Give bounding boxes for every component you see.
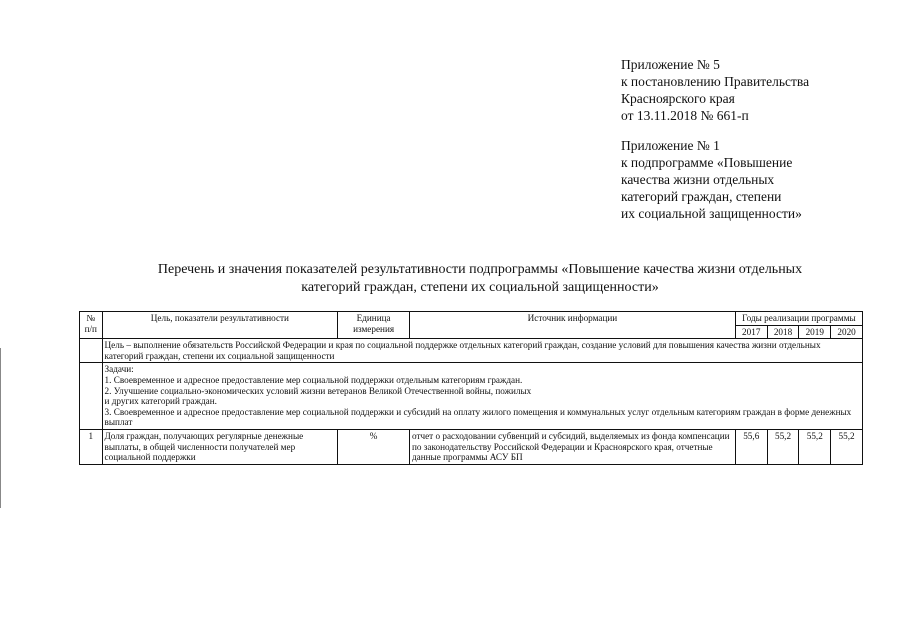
- appendix-line: от 13.11.2018 № 661-п: [621, 108, 749, 123]
- appendix-5-header: [621, 56, 809, 124]
- row-value-2018: 55,2: [767, 429, 799, 464]
- task-item: 3. Своевременное и адресное предоставление мер социальной поддержки и субсидий на оплату жилого помещения и коммунальных услуг отдельным категориям граждан в форме денежных выплат: [104, 406, 852, 428]
- table-header-row: [80, 312, 863, 326]
- appendix-line: качества жизни отдельных: [621, 172, 775, 187]
- tasks-label: Задачи:: [104, 364, 134, 375]
- header-year: 2018: [767, 325, 799, 339]
- appendix-line: к подпрограмме «Повышение: [621, 155, 793, 170]
- header-unit: Единица измерения: [338, 312, 410, 339]
- appendix-1-header: [621, 137, 802, 222]
- tasks-cell: [102, 363, 862, 430]
- appendix-line: категорий граждан, степени: [621, 189, 782, 204]
- appendix-line: Красноярского края: [621, 91, 735, 106]
- header-source: Источник информации: [409, 312, 735, 339]
- row-source: отчет о расходовании субвенций и субсидий, выделяемых из фонда компенсации по законодательству Российской Федерации и Красноярского края, отчетные данные программы АСУ БП: [409, 429, 735, 464]
- document-title-line-2: категорий граждан, степени их социальной защищенности»: [301, 279, 659, 295]
- page-edge-mark: [0, 348, 1, 508]
- header-year: 2020: [831, 325, 863, 339]
- goal-row-empty-cell: [80, 339, 103, 363]
- row-num: 1: [80, 429, 103, 464]
- table-row: [80, 429, 863, 464]
- task-item: и других категорий граждан.: [104, 396, 217, 407]
- row-value-2020: 55,2: [831, 429, 863, 464]
- task-item: 2. Улучшение социально-экономических условий жизни ветеранов Великой Отечественной войны, пожилых: [104, 385, 532, 396]
- appendix-line: Приложение № 5: [621, 57, 720, 72]
- document-title-line-1: Перечень и значения показателей результативности подпрограммы «Повышение качества жизни отдельных: [157, 262, 803, 277]
- appendix-line: Приложение № 1: [621, 138, 720, 153]
- goal-row: [80, 339, 863, 363]
- row-value-2019: 55,2: [799, 429, 831, 464]
- header-years-group: Годы реализации программы: [735, 312, 862, 326]
- row-unit: %: [338, 429, 410, 464]
- task-item: 1. Своевременное и адресное предоставление мер социальной поддержки отдельным категориям граждан.: [104, 374, 523, 385]
- appendix-line: к постановлению Правительства: [621, 74, 810, 89]
- header-num: № п/п: [80, 312, 103, 339]
- appendix-line: их социальной защищенности»: [621, 206, 802, 221]
- header-year: 2019: [799, 325, 831, 339]
- indicators-table: [79, 311, 863, 465]
- document-title: [90, 261, 870, 296]
- header-year: 2017: [735, 325, 767, 339]
- row-value-2017: 55,6: [735, 429, 767, 464]
- goal-text: Цель – выполнение обязательств Российской Федерации и края по социальной поддержке отдельных категорий граждан, создание условий для повышения качества жизни отдельных категорий граждан, степени их социальной защищенности: [102, 339, 862, 363]
- tasks-row: [80, 363, 863, 430]
- tasks-row-empty-cell: [80, 363, 103, 430]
- header-goal: Цель, показатели результативности: [102, 312, 338, 339]
- row-indicator: Доля граждан, получающих регулярные денежные выплаты, в общей численности получателей мер социальной поддержки: [102, 429, 338, 464]
